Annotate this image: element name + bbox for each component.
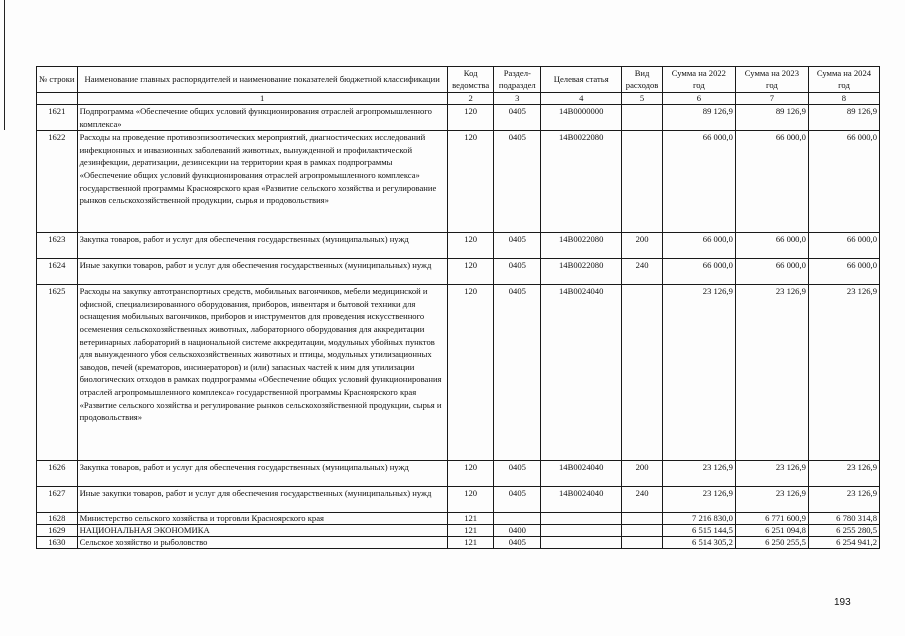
cell-department-code: 120 (447, 105, 494, 131)
cell-row-number: 1627 (37, 487, 78, 513)
scan-edge-line (4, 0, 5, 130)
header-row (37, 67, 880, 93)
cell-sum-2022: 66 000,0 (662, 131, 735, 233)
cell-department-code: 120 (447, 285, 494, 461)
cell-sum-2024: 6 254 941,2 (808, 537, 879, 549)
col-header-target-article: Целевая статья (541, 67, 622, 93)
cell-sum-2022: 66 000,0 (662, 233, 735, 259)
table-row (37, 259, 880, 285)
col-header-expense-type: Вид расходов (622, 67, 663, 93)
cell-row-number: 1630 (37, 537, 78, 549)
cell-sum-2023: 66 000,0 (735, 233, 808, 259)
cell-sum-2024: 23 126,9 (808, 285, 879, 461)
table-row (37, 285, 880, 461)
table-row (37, 537, 880, 549)
cell-expense-type: 240 (622, 259, 663, 285)
cell-section-code: 0405 (494, 461, 541, 487)
column-number-row (37, 93, 880, 105)
cell-department-code: 120 (447, 487, 494, 513)
cell-sum-2022: 6 514 305,2 (662, 537, 735, 549)
cell-item-name: Подпрограмма «Обеспечение общих условий функционирования отраслей агропромышленного комплекса» (77, 105, 447, 131)
cell-expense-type: 200 (622, 461, 663, 487)
cell-item-name: НАЦИОНАЛЬНАЯ ЭКОНОМИКА (77, 525, 447, 537)
cell-item-name: Закупка товаров, работ и услуг для обеспечения государственных (муниципальных) нужд (77, 461, 447, 487)
cell-department-code: 120 (447, 259, 494, 285)
cell-section-code: 0405 (494, 105, 541, 131)
cell-sum-2024: 6 780 314,8 (808, 513, 879, 525)
page-number: 193 (834, 597, 851, 608)
budget-table (36, 66, 880, 549)
cell-expense-type: 200 (622, 233, 663, 259)
table-row (37, 513, 880, 525)
cell-sum-2023: 66 000,0 (735, 131, 808, 233)
table-body (37, 105, 880, 549)
cell-sum-2023: 23 126,9 (735, 487, 808, 513)
cell-sum-2023: 66 000,0 (735, 259, 808, 285)
cell-sum-2024: 66 000,0 (808, 259, 879, 285)
cell-item-name: Министерство сельского хозяйства и торговли Красноярского края (77, 513, 447, 525)
cell-sum-2023: 23 126,9 (735, 285, 808, 461)
cell-department-code: 121 (447, 537, 494, 549)
table-row (37, 105, 880, 131)
cell-expense-type (622, 513, 663, 525)
cell-section-code: 0405 (494, 259, 541, 285)
cell-row-number: 1626 (37, 461, 78, 487)
cell-row-number: 1628 (37, 513, 78, 525)
cell-sum-2022: 89 126,9 (662, 105, 735, 131)
cell-sum-2022: 7 216 830,0 (662, 513, 735, 525)
table-row (37, 461, 880, 487)
cell-target-article: 14В0022080 (541, 233, 622, 259)
cell-row-number: 1629 (37, 525, 78, 537)
cell-expense-type (622, 285, 663, 461)
cell-sum-2024: 89 126,9 (808, 105, 879, 131)
cell-target-article (541, 537, 622, 549)
cell-row-number: 1622 (37, 131, 78, 233)
cell-item-name: Иные закупки товаров, работ и услуг для обеспечения государственных (муниципальных) нужд (77, 259, 447, 285)
cell-item-name: Закупка товаров, работ и услуг для обеспечения государственных (муниципальных) нужд (77, 233, 447, 259)
cell-department-code: 120 (447, 131, 494, 233)
col-header-department-code: Код ведомства (447, 67, 494, 93)
column-number: 4 (541, 93, 622, 105)
cell-expense-type (622, 525, 663, 537)
cell-section-code: 0405 (494, 233, 541, 259)
table-row (37, 131, 880, 233)
cell-row-number: 1624 (37, 259, 78, 285)
column-number: 3 (494, 93, 541, 105)
cell-target-article (541, 513, 622, 525)
cell-target-article: 14В0024040 (541, 487, 622, 513)
cell-expense-type: 240 (622, 487, 663, 513)
cell-section-code: 0405 (494, 487, 541, 513)
column-number: 2 (447, 93, 494, 105)
cell-section-code: 0405 (494, 285, 541, 461)
cell-item-name: Сельское хозяйство и рыболовство (77, 537, 447, 549)
cell-sum-2023: 6 250 255,5 (735, 537, 808, 549)
cell-sum-2023: 23 126,9 (735, 461, 808, 487)
col-header-row-number: № строки (37, 67, 78, 93)
cell-department-code: 120 (447, 233, 494, 259)
cell-sum-2022: 66 000,0 (662, 259, 735, 285)
column-number: 8 (808, 93, 879, 105)
cell-department-code: 120 (447, 461, 494, 487)
cell-section-code: 0400 (494, 525, 541, 537)
cell-target-article: 14В0022080 (541, 259, 622, 285)
cell-sum-2024: 6 255 280,5 (808, 525, 879, 537)
table-row (37, 525, 880, 537)
cell-target-article: 14В0024040 (541, 461, 622, 487)
cell-item-name: Расходы на проведение противоэпизоотических мероприятий, диагностических исследований инфекционных и инвазионных заболеваний животных, вынужденной и профилактической дезинфекции, дератизации, дезинсекции на территории края в рамках подпрограммы «Обеспечение общих условий функционирования отраслей агропромышленного комплекса» государственной программы Красноярского края «Развитие сельского хозяйства и регулирование рынков сельскохозяйственной продукции, сырья и продовольствия» (77, 131, 447, 233)
cell-sum-2022: 23 126,9 (662, 461, 735, 487)
cell-expense-type (622, 131, 663, 233)
cell-section-code (494, 513, 541, 525)
cell-sum-2023: 6 771 600,9 (735, 513, 808, 525)
col-header-sum-2022: Сумма на 2022 год (662, 67, 735, 93)
col-header-name: Наименование главных распорядителей и наименование показателей бюджетной классификации (77, 67, 447, 93)
cell-item-name: Иные закупки товаров, работ и услуг для обеспечения государственных (муниципальных) нужд (77, 487, 447, 513)
column-number (37, 93, 78, 105)
cell-row-number: 1623 (37, 233, 78, 259)
column-number: 5 (622, 93, 663, 105)
table-row (37, 487, 880, 513)
cell-section-code: 0405 (494, 131, 541, 233)
cell-sum-2022: 6 515 144,5 (662, 525, 735, 537)
cell-expense-type (622, 537, 663, 549)
cell-sum-2023: 6 251 094,8 (735, 525, 808, 537)
cell-sum-2022: 23 126,9 (662, 285, 735, 461)
cell-target-article: 14В0024040 (541, 285, 622, 461)
cell-item-name: Расходы на закупку автотранспортных средств, мобильных вагончиков, мебели медицинской и офисной, специализированного оборудования, приборов, инвентаря и бытовой техники для оснащения мобильных вагончиков, приборов и инструментов для проведения искусственного осеменения сельскохозяйственных животных, лабораторного оборудования для аккредитации ветеринарных лабораторий в национальной системе аккредитации, модульных убойных пунктов для вынужденного убоя сельскохозяйственных животных и птицы, модульных утилизационных заводов, печей (крематоров, инсинераторов) и (или) запасных частей к ним для утилизации биологических отходов в рамках подпрограммы «Обеспечение общих условий функционирования отраслей агропромышленного комплекса» государственной программы Красноярского края «Развитие сельского хозяйства и регулирование рынков сельскохозяйственной продукции, сырья и продовольствия» (77, 285, 447, 461)
cell-sum-2024: 66 000,0 (808, 131, 879, 233)
col-header-sum-2023: Сумма на 2023 год (735, 67, 808, 93)
cell-sum-2024: 23 126,9 (808, 461, 879, 487)
cell-sum-2024: 23 126,9 (808, 487, 879, 513)
column-number: 7 (735, 93, 808, 105)
cell-expense-type (622, 105, 663, 131)
cell-department-code: 121 (447, 525, 494, 537)
cell-row-number: 1621 (37, 105, 78, 131)
cell-target-article (541, 525, 622, 537)
column-number: 6 (662, 93, 735, 105)
cell-sum-2022: 23 126,9 (662, 487, 735, 513)
cell-sum-2023: 89 126,9 (735, 105, 808, 131)
cell-target-article: 14В0022080 (541, 131, 622, 233)
cell-section-code: 0405 (494, 537, 541, 549)
column-number: 1 (77, 93, 447, 105)
cell-sum-2024: 66 000,0 (808, 233, 879, 259)
col-header-section: Раздел-подраздел (494, 67, 541, 93)
col-header-sum-2024: Сумма на 2024 год (808, 67, 879, 93)
cell-department-code: 121 (447, 513, 494, 525)
cell-target-article: 14В0000000 (541, 105, 622, 131)
table-row (37, 233, 880, 259)
cell-row-number: 1625 (37, 285, 78, 461)
